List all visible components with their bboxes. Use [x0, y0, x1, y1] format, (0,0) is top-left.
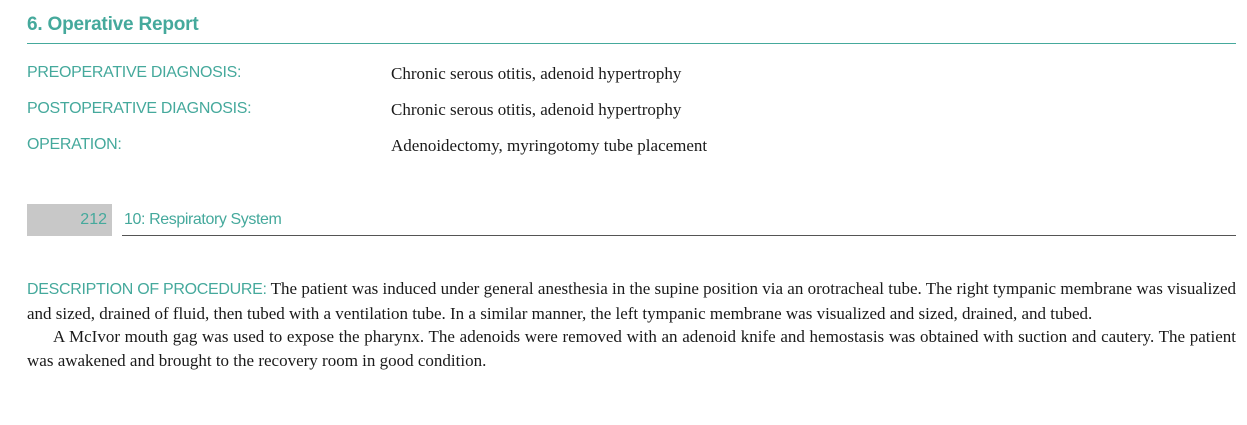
section-title: 6. Operative Report: [27, 14, 199, 35]
preoperative-diagnosis-value: Chronic serous otitis, adenoid hypertrophy: [391, 64, 682, 83]
preoperative-diagnosis-row: [27, 64, 1236, 88]
postoperative-diagnosis-label: POSTOPERATIVE DIAGNOSIS:: [27, 100, 252, 117]
page-number-box: [27, 204, 112, 236]
preoperative-diagnosis-label: PREOPERATIVE DIAGNOSIS:: [27, 64, 242, 81]
procedure-description: [27, 277, 1236, 372]
operation-label: OPERATION:: [27, 136, 122, 153]
description-paragraph-1: [27, 277, 1236, 325]
page-number: 212: [80, 211, 107, 228]
description-label: DESCRIPTION OF PROCEDURE:: [27, 281, 267, 298]
postoperative-diagnosis-value: Chronic serous otitis, adenoid hypertrophy: [391, 100, 682, 119]
footer-divider: [122, 235, 1236, 236]
title-divider: [27, 43, 1236, 44]
postoperative-diagnosis-row: [27, 100, 1236, 124]
page-footer: [27, 204, 1236, 237]
operation-row: [27, 136, 1236, 160]
chapter-title: 10: Respiratory System: [124, 211, 282, 228]
description-text-2: A McIvor mouth gag was used to expose the pharynx. The adenoids were removed with an adenoid knife and hemostasis was obtained with suction and cautery. The patient was awakened and brought to the recovery room in good condition.: [27, 327, 1236, 370]
description-paragraph-2: [27, 325, 1236, 372]
description-text-1: The patient was induced under general anesthesia in the supine position via an orotracheal tube. The right tympanic membrane was visualized and sized, drained of fluid, then tubed with a ventilation tube. In a similar manner, the left tympanic membrane was visualized and sized, drained, and tubed.: [27, 279, 1236, 323]
operation-value: Adenoidectomy, myringotomy tube placement: [391, 136, 708, 155]
